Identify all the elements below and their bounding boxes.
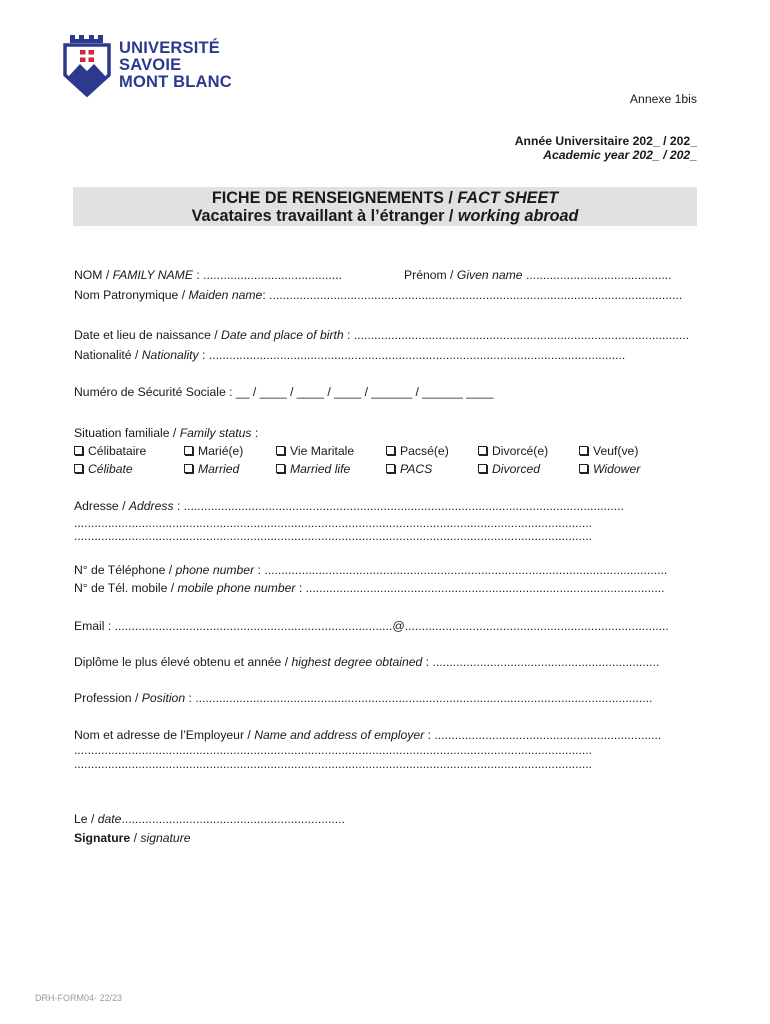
- birth-date-place-field[interactable]: Date et lieu de naissance / Date and place of birth : ...................................................................................................: [74, 328, 690, 342]
- checkbox-divorced-en[interactable]: Divorced: [478, 462, 540, 477]
- nationality-dots: ...........................................................................................................................: [208, 348, 626, 362]
- academic-year-en: Academic year 202_ / 202_: [543, 148, 697, 162]
- checkbox-icon: [579, 464, 588, 473]
- address-line-3[interactable]: .........................................................................................................................................................: [74, 529, 593, 543]
- employer-field[interactable]: Nom et adresse de l’Employeur / Name and address of employer : ...................................................................: [74, 728, 662, 742]
- social-security-field[interactable]: Numéro de Sécurité Sociale : __ / ____ / ____ / ____ / ______ / ______ ____: [74, 385, 494, 399]
- checkbox-married-en[interactable]: Married: [184, 462, 239, 477]
- checkbox-icon: [386, 464, 395, 473]
- employer-dots: ...................................................................: [434, 728, 662, 742]
- maiden-name-field[interactable]: Nom Patronymique / Maiden name: ..........................................................................................................................: [74, 288, 683, 302]
- signature-field[interactable]: Signature / signature: [74, 831, 191, 845]
- university-logo: [62, 33, 252, 97]
- checkbox-icon: [276, 446, 285, 455]
- family-status-label: Situation familiale / Family status :: [74, 426, 259, 440]
- phone-dots: .......................................................................................................................: [264, 563, 668, 577]
- email-field[interactable]: Email : ..................................................................................@..............................................................................: [74, 619, 669, 633]
- checkbox-icon: [74, 446, 83, 455]
- date-dots: ..................................................................: [121, 812, 345, 826]
- academic-year-fr: Année Universitaire 202_ / 202_: [514, 134, 697, 148]
- birth-date-dots: ...................................................................................................: [353, 328, 690, 342]
- logo-line-1: UNIVERSITÉ: [119, 39, 221, 57]
- checkbox-widowed-en[interactable]: Widower: [579, 462, 640, 477]
- mobile-phone-field[interactable]: N° de Tél. mobile / mobile phone number : ..........................................................................................................: [74, 581, 665, 595]
- family-name-field[interactable]: NOM / FAMILY NAME : .........................................: [74, 268, 342, 282]
- family-name-dots: .........................................: [203, 268, 342, 282]
- checkbox-widowed[interactable]: Veuf(ve): [579, 444, 638, 459]
- employer-line-3[interactable]: .........................................................................................................................................................: [74, 757, 593, 771]
- highest-degree-field[interactable]: Diplôme le plus élevé obtenu et année / highest degree obtained : ...................................................................: [74, 655, 660, 669]
- logo-line-2: SAVOIE: [119, 56, 182, 74]
- position-dots: .......................................................................................................................................: [195, 691, 653, 705]
- checkbox-single-en[interactable]: Célibate: [74, 462, 133, 477]
- checkbox-icon: [276, 464, 285, 473]
- phone-field[interactable]: N° de Téléphone / phone number : .......................................................................................................................: [74, 563, 668, 577]
- given-name-field[interactable]: Prénom / Given name ...........................................: [404, 268, 672, 282]
- checkbox-icon: [478, 446, 487, 455]
- mobile-dots: ..........................................................................................................: [305, 581, 665, 595]
- title-line-1: FICHE DE RENSEIGNEMENTS / FACT SHEET: [211, 189, 559, 207]
- email-domain-dots: ..............................................................................: [404, 619, 669, 633]
- checkbox-icon: [386, 446, 395, 455]
- title-line-2: Vacataires travaillant à l’étranger / working abroad: [191, 207, 579, 225]
- nationality-field[interactable]: Nationalité / Nationality : ...........................................................................................................................: [74, 348, 626, 362]
- given-name-dots: ...........................................: [525, 268, 672, 282]
- form-reference: DRH-FORM04- 22/23: [35, 993, 123, 1003]
- checkbox-common-law[interactable]: Vie Maritale: [276, 444, 354, 459]
- checkbox-pacs[interactable]: Pacsé(e): [386, 444, 449, 459]
- checkbox-icon: [184, 446, 193, 455]
- position-field[interactable]: Profession / Position : .......................................................................................................................................: [74, 691, 653, 705]
- title-box: [73, 187, 697, 226]
- address-field[interactable]: Adresse / Address : ..................................................................................................................................: [74, 499, 624, 513]
- degree-dots: ...................................................................: [432, 655, 660, 669]
- checkbox-married[interactable]: Marié(e): [184, 444, 243, 459]
- checkbox-icon: [184, 464, 193, 473]
- checkbox-divorced[interactable]: Divorcé(e): [478, 444, 548, 459]
- address-dots: ..................................................................................................................................: [183, 499, 624, 513]
- employer-line-2[interactable]: .........................................................................................................................................................: [74, 743, 593, 757]
- shield-logo-icon: [62, 33, 112, 97]
- annex-label: Annexe 1bis: [629, 92, 697, 106]
- logo-line-3: MONT BLANC: [119, 73, 232, 91]
- email-local-dots: ..................................................................................: [114, 619, 393, 633]
- checkbox-icon: [74, 464, 83, 473]
- maiden-name-dots: ..........................................................................................................................: [269, 288, 683, 302]
- checkbox-icon: [579, 446, 588, 455]
- checkbox-single[interactable]: Célibataire: [74, 444, 146, 459]
- date-field[interactable]: Le / date..................................................................: [74, 812, 345, 826]
- address-line-2[interactable]: .........................................................................................................................................................: [74, 516, 593, 530]
- checkbox-pacs-en[interactable]: PACS: [386, 462, 432, 477]
- checkbox-icon: [478, 464, 487, 473]
- checkbox-common-law-en[interactable]: Married life: [276, 462, 350, 477]
